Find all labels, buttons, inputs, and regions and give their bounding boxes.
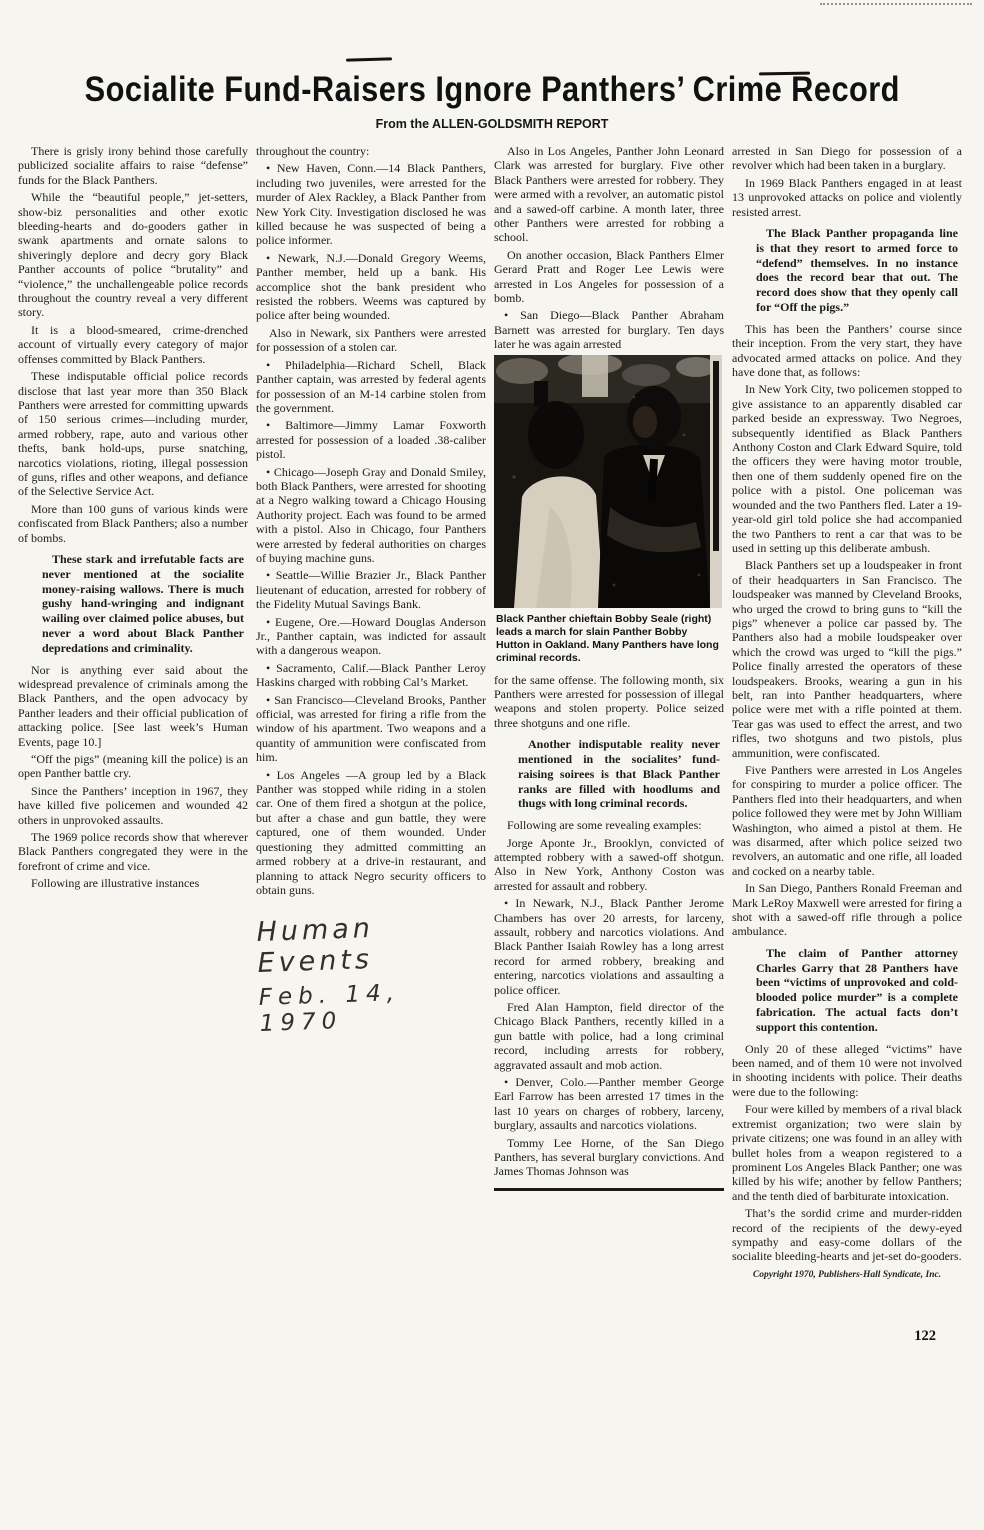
handwritten-note: [256, 909, 488, 1037]
photo-caption: Black Panther chieftain Bobby Seale (right) leads a march for slain Panther Bobby Hutton in Oakland. Many Panthers have long criminal records.: [496, 612, 719, 665]
body-paragraph: Five Panthers were arrested in Los Angeles for conspiring to murder a police officer. The Panthers fled into their headquarters, and when police followed they were met by John William Washington, who aimed a pistol at them. He was disarmed, after which police seized two revolvers, an automatic and one rifle, all loaded and cocked on a nearby table.: [732, 763, 962, 878]
body-paragraph: Jorge Aponte Jr., Brooklyn, convicted of attempted robbery with a sawed-off shotgun. Also in New York, Anthony Coston was arrested for assault and robbery.: [494, 835, 724, 893]
masthead: [0, 0, 984, 131]
column-4: [732, 144, 962, 1345]
body-paragraph: arrested in San Diego for possession of a revolver which had been taken in a burglary.: [732, 144, 962, 173]
body-paragraph: throughout the country:: [256, 144, 370, 158]
body-paragraph: In New York City, two policemen stopped to give assistance to an apparently disabled car parked beside an expressway. Two Negroes, subsequently identified as Black Panthers Anthony Coston and Clark Edward Squire, told the officers they were having motor trouble, then one of them suddenly opened fire on the police with a pistol. One policeman was wounded and the two Panthers fled. Later a 19-year-old girl told police she had accompanied the two Panthers to rent a car that was to be used in setting up this deliberate ambush.: [732, 382, 962, 555]
body-paragraph: • Newark, N.J.—Donald Gregory Weems, Panther member, held up a bank. His accomplice shot the bank president who resisted the robbers. Weems was captured by police after being wounded.: [256, 250, 486, 323]
bold-inset-paragraph: The Black Panther propaganda line is that they resort to armed force to “defend” themselves. In no instance does the record bear that out. The record does show that they openly call for “Off the pigs.”: [756, 226, 958, 315]
body-paragraph: • San Diego—Black Panther Abraham Barnett was arrested for burglary. Ten days later he was again arrested: [494, 308, 724, 352]
body-paragraph: “Off the pigs” (meaning kill the police) is an open Panther battle cry.: [18, 751, 248, 781]
bold-inset-paragraph: The claim of Panther attorney Charles Garry that 28 Panthers have been “victims of unprovoked and cold-blooded police murder” is a complete fabrication. The actual facts don’t support this contention.: [756, 945, 958, 1034]
body-paragraph: Black Panthers set up a loudspeaker in front of their headquarters in San Francisco. The loudspeaker was manned by Cleveland Brooks, who urged the crowd to bring guns to “kill the pigs” whenever a police car passed by. The Panthers also had a mobile loudspeaker over which the crowd was urged to “kill the pigs.” Police finally arrested the operators of these loudspeakers. Brooks, wearing a gun in his belt, ran into Panther headquarters, where police were met with a rifle pointed at them. Tear gas was used to effect the arrest, and two rifles, two shotguns and two pistols, plus ammunition, were confiscated.: [732, 558, 962, 760]
body-paragraph: On another occasion, Black Panthers Elmer Gerard Pratt and Roger Lee Lewis were arrested in Los Angeles for possession of a bomb.: [494, 247, 724, 306]
column-2: [255, 144, 486, 1038]
body-paragraph: • San Francisco—Cleveland Brooks, Panther official, was arrested for firing a rifle from the window of his apartment. Two weapons and a quantity of ammunition were confiscated from him.: [256, 692, 486, 765]
body-paragraph: Fred Alan Hampton, field director of the Chicago Black Panthers, recently killed in a gun battle with police, had a long criminal record, including arrests for robbery, aggravated assault and mob action.: [494, 999, 724, 1072]
bold-inset-paragraph: These stark and irrefutable facts are never mentioned at the socialite money-raising wallows. There is much gushy hand-wringing and indignant wailing over claimed police abuses, but never a word about Black Panther depredations and criminality.: [42, 551, 244, 655]
body-paragraph: • New Haven, Conn.—14 Black Panthers, including two juveniles, were arrested for the murder of Alex Rackley, a Black Panther from New York City. Investigation disclosed he was killed because he was suspected of being a police informer.: [256, 161, 486, 248]
body-paragraph: These indisputable official police records disclose that last year more than 350 Black Panthers were arrested for committing upwards of 150 serious crimes—including murder, armed robbery, rape, auto and various other thefts, bank hold-ups, purse snatching, narcotics violations, rioting, illegal possession of guns, rifles and other weapons, and defiance of the Selective Service Act.: [18, 369, 248, 499]
body-paragraph: More than 100 guns of various kinds were confiscated from Black Panthers; also a number of bombs.: [18, 501, 248, 545]
body-paragraph: • Los Angeles —A group led by a Black Panther was stopped while riding in a stolen car. One of them fired a shotgun at the police, but after a chase and gun battle, they were captured, one of them wounded. Under questioning they admitted committing an armed robbery at a drive-in restaurant, and planning to attack Negro security officers to obtain guns.: [256, 767, 486, 897]
body-paragraph: for the same offense. The following month, six Panthers were arrested for possession of illegal weapons and stolen property. Police seized three shotguns and one rifle.: [494, 672, 724, 730]
body-paragraph: • Baltimore—Jimmy Lamar Foxworth arrested for possession of a loaded .38-caliber pistol.: [256, 418, 486, 462]
body-paragraph: • In Newark, N.J., Black Panther Jerome Chambers has over 20 arrests, for larceny, assault, robbery and narcotics violations. And Black Panther Isaiah Rowley has a long arrest record for armed robbery, breaking and entering, narcotics violations and assaulting a police officer.: [494, 896, 724, 997]
body-paragraph: • Chicago—Joseph Gray and Donald Smiley, both Black Panthers, were arrested for shooting at a Negro walking toward a Chicago Housing Authority project. Each was found to be armed with a pistol. Also in Chicago, four Panthers were arrested by federal authorities on charges of buying machine guns.: [256, 464, 486, 565]
page-number: 122: [914, 1327, 936, 1344]
body-paragraph: Nor is anything ever said about the widespread prevalence of criminals among the Black Panthers, and the open advocacy by Panther leaders and their official publication of attacking police. [See last week’s Human Events, page 10.]: [18, 662, 248, 749]
body-paragraph: That’s the sordid crime and murder-ridden record of the recipients of the dewy-eyed sympathy and easy-come dollars of the socialite bleeding-hearts and jet-set do-gooders.: [732, 1206, 962, 1264]
column-3: [494, 144, 724, 1191]
body-paragraph: There is grisly irony behind those carefully publicized socialite affairs to raise “defense” funds for the Black Panthers.: [18, 144, 248, 187]
body-paragraph: It is a blood-smeared, crime-drenched account of virtually every category of major offenses committed by Black Panthers.: [18, 322, 248, 366]
handwritten-line: Human Events: [255, 913, 375, 980]
body-paragraph: Also in Los Angeles, Panther John Leonard Clark was arrested for burglary. Five other Black Panthers were arrested for robbery. They were armed with a revolver, an automatic pistol and a sawed-off carbine. A month later, three other Panthers were arrested for robbing a school.: [494, 144, 724, 245]
body-paragraph: • Seattle—Willie Brazier Jr., Black Panther lieutenant of education, arrested for robbery of the Fidelity Mutual Savings Bank.: [256, 568, 486, 612]
bold-inset-paragraph: Another indisputable reality never mentioned in the socialites’ fund-raising soirees is that Black Panther ranks are filled with hoodlums and thugs with long criminal records.: [518, 737, 720, 811]
body-paragraph: Also in Newark, six Panthers were arrested for possession of a stolen car.: [256, 325, 486, 355]
body-paragraph: Following are some revealing examples:: [507, 818, 702, 833]
news-photo-image: [494, 355, 722, 608]
body-paragraph: • Denver, Colo.—Panther member George Earl Farrow has been arrested 17 times in the last 10 years on charges of robbery, larceny, burglary, assaults and narcotics violations.: [494, 1075, 724, 1133]
column-1: [18, 144, 248, 894]
article-source-line: From the ALLEN-GOLDSMITH REPORT: [375, 117, 609, 131]
body-paragraph: In San Diego, Panthers Ronald Freeman and Mark LeRoy Maxwell were arrested for firing a shot with a sawed-off rifle through a police ambulance.: [732, 881, 962, 939]
dotted-edge-mark: [820, 3, 972, 5]
column-end-rule: [494, 1188, 724, 1191]
body-paragraph: Only 20 of these alleged “victims” have been named, and of them 10 were not involved in shooting incidents with police. Their deaths were due to the following:: [732, 1041, 962, 1099]
body-paragraph: While the “beautiful people,” jet-setters, show-biz personalities and other exotic bleeding-hearts and do-gooders gather in swank apartments and ornate salons to shiveringly deplore and decry gory Black Panther accounts of police “brutality” and “violence,” the unchallengeable police records throughout the country reveal a very different story.: [18, 190, 248, 320]
handwritten-line: Feb. 14, 1970: [258, 980, 401, 1038]
body-paragraph: Following are illustrative instances: [31, 876, 200, 891]
body-paragraph: Tommy Lee Horne, of the San Diego Panthers, has several burglary convictions. And James Thomas Johnson was: [494, 1135, 724, 1179]
article-title: Socialite Fund-Raisers Ignore Panthers’ Crime Record: [84, 70, 900, 109]
body-paragraph: • Sacramento, Calif.—Black Panther Leroy Haskins charged with robbing Cal’s Market.: [256, 660, 486, 690]
body-paragraph: The 1969 police records show that wherever Black Panthers congregated they were in the forefront of crime and vice.: [18, 830, 248, 873]
body-paragraph: Four were killed by members of a rival black extremist organization; two were slain by private citizens; one was found in an alley with bullet holes from a weapon registered to a prominent Los Angeles Black Panther; one was killed by his wife; another by fellow Panthers; and the tenth died of barbiturate intoxication.: [732, 1102, 962, 1203]
article-columns: [0, 131, 984, 1345]
body-paragraph: Since the Panthers’ inception in 1967, they have killed five policemen and wounded 42 others in unprovoked assaults.: [18, 783, 248, 827]
body-paragraph: In 1969 Black Panthers engaged in at least 13 unprovoked attacks on police and violently resisted arrest.: [732, 175, 962, 219]
copyright-line: Copyright 1970, Publishers-Hall Syndicate, Inc.: [752, 1269, 942, 1280]
news-photo: [494, 355, 722, 608]
body-paragraph: • Eugene, Ore.—Howard Douglas Anderson Jr., Panther captain, was indicted for assault with a dangerous weapon.: [256, 614, 486, 658]
body-paragraph: • Philadelphia—Richard Schell, Black Panther captain, was arrested by federal agents for possession of an M-14 carbine stolen from the government.: [256, 357, 486, 415]
body-paragraph: This has been the Panthers’ course since their inception. From the very start, they have advocated armed attacks on police. And they have done that, as follows:: [732, 321, 962, 380]
